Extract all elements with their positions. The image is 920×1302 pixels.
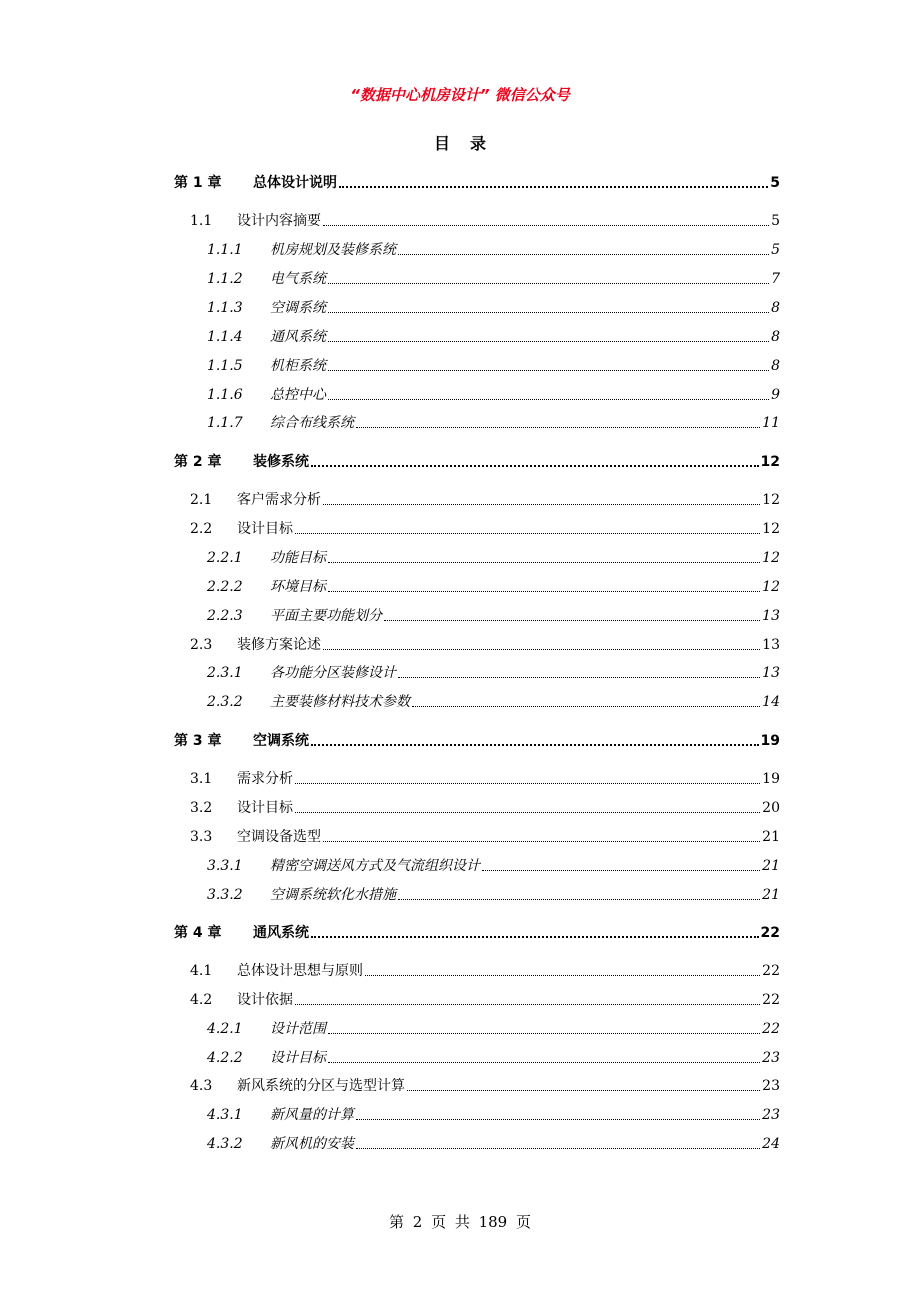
toc-entry-number: 1.1.1: [207, 242, 243, 258]
toc-entry-title: 设计目标: [237, 800, 293, 816]
toc-entry-page: 12: [762, 579, 780, 595]
toc-dot-leader: [482, 869, 760, 871]
toc-entry-page: 5: [771, 242, 780, 258]
toc-entry-title: 主要装修材料技术参数: [270, 694, 410, 710]
toc-entry-body: [237, 991, 780, 1009]
toc-entry-body: [270, 607, 780, 625]
toc-entry-number: 2.2: [190, 521, 213, 537]
toc-entry-number: 4.2.2: [207, 1050, 243, 1066]
toc-entry-page: 23: [762, 1107, 780, 1123]
toc-entry-page: 21: [762, 887, 780, 903]
toc-subsection-entry[interactable]: [0, 297, 920, 317]
toc-entry-body: [270, 1049, 780, 1067]
toc-chapter-entry[interactable]: [0, 922, 920, 942]
toc-dot-leader: [398, 898, 760, 900]
toc-subsection-entry[interactable]: [0, 691, 920, 711]
toc-dot-leader: [398, 676, 760, 678]
toc-entry-title: 电气系统: [270, 271, 326, 287]
toc-entry-number: 4.3.1: [207, 1107, 243, 1123]
toc-entry-number: 1.1.7: [207, 415, 243, 431]
toc-entry-body: [253, 453, 780, 471]
toc-entry-title: 客户需求分析: [237, 492, 321, 508]
toc-entry-number: 4.3.2: [207, 1136, 243, 1152]
toc-entry-body: [237, 212, 780, 230]
toc-entry-number: 2.3: [190, 637, 213, 653]
toc-entry-title: 总体设计思想与原则: [237, 963, 363, 979]
toc-entry-body: [270, 299, 780, 317]
toc-subsection-entry[interactable]: [0, 384, 920, 404]
toc-entry-title: 空调系统: [270, 300, 326, 316]
toc-dot-leader: [328, 340, 769, 342]
toc-entry-page: 7: [771, 271, 780, 287]
toc-dot-leader: [295, 782, 760, 784]
toc-entry-page: 19: [760, 733, 780, 749]
toc-subsection-entry[interactable]: [0, 1047, 920, 1067]
toc-entry-body: [270, 886, 780, 904]
toc-subsection-entry[interactable]: [0, 605, 920, 625]
toc-entry-page: 12: [760, 454, 780, 470]
toc-entry-number: 3.3.1: [207, 858, 243, 874]
toc-entry-title: 环境目标: [270, 579, 326, 595]
toc-dot-leader: [356, 426, 760, 428]
toc-entry-page: 5: [771, 213, 780, 229]
toc-section-entry[interactable]: [0, 489, 920, 509]
toc-dot-leader: [412, 705, 760, 707]
toc-entry-number: 1.1.3: [207, 300, 243, 316]
toc-dot-leader: [328, 311, 769, 313]
toc-entry-number: 4.3: [190, 1078, 213, 1094]
toc-entry-number: 3.3.2: [207, 887, 243, 903]
toc-entry-body: [237, 770, 780, 788]
toc-entry-title: 需求分析: [237, 771, 293, 787]
toc-dot-leader: [323, 648, 760, 650]
toc-entry-number: 1.1.4: [207, 329, 243, 345]
toc-entry-title: 机柜系统: [270, 358, 326, 374]
toc-entry-page: 14: [762, 694, 780, 710]
toc-entry-number: 3.3: [190, 829, 213, 845]
toc-entry-title: 空调设备选型: [237, 829, 321, 845]
toc-entry-number: 2.2.2: [207, 579, 243, 595]
toc-entry-page: 20: [762, 800, 780, 816]
toc-entry-body: [237, 520, 780, 538]
toc-chapter-entry[interactable]: [0, 451, 920, 471]
toc-entry-number: 第 4 章: [174, 925, 222, 941]
toc-entry-page: 24: [762, 1136, 780, 1152]
toc-entry-title: 装修方案论述: [237, 637, 321, 653]
toc-section-entry[interactable]: [0, 960, 920, 980]
toc-entry-body: [270, 357, 780, 375]
toc-section-entry[interactable]: [0, 989, 920, 1009]
toc-dot-leader: [365, 974, 760, 976]
toc-dot-leader: [328, 398, 769, 400]
toc-entry-page: 8: [771, 300, 780, 316]
toc-dot-leader: [295, 811, 760, 813]
document-header: “数据中心机房设计” 微信公众号: [350, 86, 570, 104]
toc-entry-title: 各功能分区装修设计: [270, 665, 396, 681]
toc-entry-body: [253, 732, 780, 750]
toc-entry-page: 13: [762, 665, 780, 681]
toc-dot-leader: [323, 503, 760, 505]
toc-dot-leader: [398, 253, 769, 255]
toc-entry-number: 4.2: [190, 992, 213, 1008]
toc-entry-title: 机房规划及装修系统: [270, 242, 396, 258]
toc-dot-leader: [328, 561, 760, 563]
toc-entry-title: 综合布线系统: [270, 415, 354, 431]
toc-entry-body: [270, 1106, 780, 1124]
toc-entry-body: [270, 664, 780, 682]
toc-entry-title: 功能目标: [270, 550, 326, 566]
toc-entry-number: 3.1: [190, 771, 213, 787]
toc-entry-title: 精密空调送风方式及气流组织设计: [270, 858, 480, 874]
toc-dot-leader: [407, 1089, 760, 1091]
toc-entry-number: 4.2.1: [207, 1021, 243, 1037]
toc-entry-page: 13: [762, 608, 780, 624]
toc-entry-number: 1.1.6: [207, 387, 243, 403]
toc-dot-leader: [328, 1032, 760, 1034]
toc-entry-body: [270, 386, 780, 404]
toc-entry-body: [270, 241, 780, 259]
toc-entry-page: 9: [771, 387, 780, 403]
toc-subsection-entry[interactable]: [0, 855, 920, 875]
toc-section-entry[interactable]: [0, 518, 920, 538]
toc-entry-page: 22: [760, 925, 780, 941]
toc-entry-title: 总体设计说明: [253, 175, 337, 191]
toc-entry-page: 8: [771, 329, 780, 345]
toc-dot-leader: [323, 840, 760, 842]
toc-dot-leader: [356, 1118, 760, 1120]
toc-entry-number: 1.1.5: [207, 358, 243, 374]
toc-entry-number: 3.2: [190, 800, 213, 816]
toc-entry-title: 平面主要功能划分: [270, 608, 382, 624]
toc-entry-body: [270, 693, 780, 711]
toc-subsection-entry[interactable]: [0, 326, 920, 346]
page-footer: 第 2 页 共 189 页: [388, 1213, 531, 1231]
toc-dot-leader: [323, 224, 769, 226]
toc-dot-leader: [328, 282, 769, 284]
toc-entry-number: 1.1.2: [207, 271, 243, 287]
toc-entry-page: 21: [762, 829, 780, 845]
toc-entry-title: 新风量的计算: [270, 1107, 354, 1123]
toc-entry-page: 21: [762, 858, 780, 874]
toc-entry-title: 新风机的安装: [270, 1136, 354, 1152]
toc-dot-leader: [328, 369, 769, 371]
toc-section-entry[interactable]: [0, 634, 920, 654]
toc-entry-page: 12: [762, 550, 780, 566]
toc-entry-number: 第 2 章: [174, 454, 222, 470]
toc-section-entry[interactable]: [0, 768, 920, 788]
toc-entry-page: 12: [762, 521, 780, 537]
toc-dot-leader: [311, 935, 759, 938]
toc-dot-leader: [339, 185, 768, 188]
toc-subsection-entry[interactable]: [0, 547, 920, 567]
toc-title: 目录: [433, 134, 506, 153]
toc-subsection-entry[interactable]: [0, 412, 920, 432]
toc-entry-title: 设计内容摘要: [237, 213, 321, 229]
toc-entry-title: 装修系统: [253, 454, 309, 470]
toc-entry-title: 设计目标: [237, 521, 293, 537]
toc-section-entry[interactable]: [0, 1075, 920, 1095]
toc-dot-leader: [384, 619, 760, 621]
toc-subsection-entry[interactable]: [0, 1018, 920, 1038]
toc-entry-page: 22: [762, 963, 780, 979]
toc-entry-number: 1.1: [190, 213, 213, 229]
toc-entry-title: 设计范围: [270, 1021, 326, 1037]
toc-entry-page: 23: [762, 1050, 780, 1066]
toc-entry-title: 设计依据: [237, 992, 293, 1008]
toc-entry-title: 空调系统软化水措施: [270, 887, 396, 903]
toc-subsection-entry[interactable]: [0, 1133, 920, 1153]
toc-entry-body: [237, 962, 780, 980]
toc-entry-page: 22: [762, 992, 780, 1008]
toc-entry-number: 2.3.2: [207, 694, 243, 710]
toc-section-entry[interactable]: [0, 210, 920, 230]
toc-entry-page: 13: [762, 637, 780, 653]
toc-dot-leader: [328, 590, 760, 592]
toc-dot-leader: [311, 464, 759, 467]
toc-entry-page: 8: [771, 358, 780, 374]
toc-entry-body: [237, 491, 780, 509]
toc-chapter-entry[interactable]: [0, 172, 920, 192]
toc-entry-title: 空调系统: [253, 733, 309, 749]
toc-entry-number: 第 3 章: [174, 733, 222, 749]
toc-dot-leader: [311, 743, 759, 746]
toc-entry-page: 12: [762, 492, 780, 508]
toc-entry-page: 23: [762, 1078, 780, 1094]
toc-dot-leader: [328, 1061, 760, 1063]
toc-entry-page: 11: [762, 415, 780, 431]
toc-entry-number: 2.1: [190, 492, 213, 508]
toc-entry-body: [270, 1135, 780, 1153]
toc-entry-body: [237, 828, 780, 846]
toc-section-entry[interactable]: [0, 797, 920, 817]
toc-subsection-entry[interactable]: [0, 355, 920, 375]
toc-subsection-entry[interactable]: [0, 576, 920, 596]
toc-dot-leader: [295, 1003, 760, 1005]
toc-entry-number: 2.3.1: [207, 665, 243, 681]
toc-entry-number: 2.2.3: [207, 608, 243, 624]
toc-entry-page: 19: [762, 771, 780, 787]
toc-entry-title: 设计目标: [270, 1050, 326, 1066]
toc-section-entry[interactable]: [0, 826, 920, 846]
toc-subsection-entry[interactable]: [0, 239, 920, 259]
toc-entry-title: 通风系统: [253, 925, 309, 941]
toc-entry-title: 新风系统的分区与选型计算: [237, 1078, 405, 1094]
toc-entry-body: [270, 328, 780, 346]
toc-entry-body: [253, 924, 780, 942]
toc-entry-number: 第 1 章: [174, 175, 222, 191]
toc-dot-leader: [295, 532, 760, 534]
toc-entry-body: [270, 414, 780, 432]
toc-entry-number: 4.1: [190, 963, 213, 979]
toc-entry-body: [237, 1077, 780, 1095]
toc-entry-body: [237, 636, 780, 654]
toc-entry-body: [270, 1020, 780, 1038]
toc-entry-body: [270, 549, 780, 567]
toc-subsection-entry[interactable]: [0, 268, 920, 288]
toc-chapter-entry[interactable]: [0, 730, 920, 750]
toc-entry-body: [270, 578, 780, 596]
toc-entry-page: 22: [762, 1021, 780, 1037]
toc-entry-title: 通风系统: [270, 329, 326, 345]
toc-entry-title: 总控中心: [270, 387, 326, 403]
toc-subsection-entry[interactable]: [0, 1104, 920, 1124]
toc-entry-body: [270, 270, 780, 288]
toc-entry-body: [237, 799, 780, 817]
toc-entry-body: [270, 857, 780, 875]
toc-entry-number: 2.2.1: [207, 550, 243, 566]
toc-subsection-entry[interactable]: [0, 662, 920, 682]
toc-subsection-entry[interactable]: [0, 884, 920, 904]
toc-entry-body: [253, 174, 780, 192]
toc-dot-leader: [356, 1147, 760, 1149]
toc-entry-page: 5: [770, 175, 780, 191]
